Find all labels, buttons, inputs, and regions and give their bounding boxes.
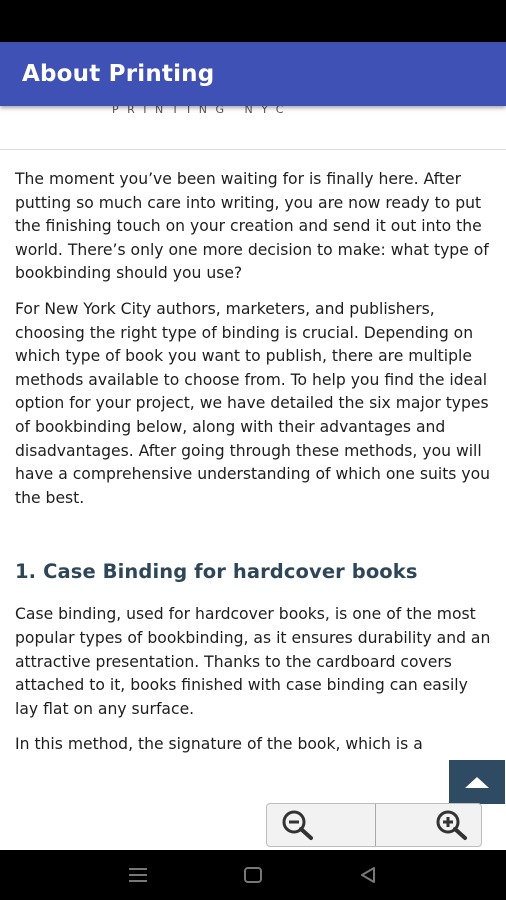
nav-home-button[interactable] bbox=[233, 855, 273, 895]
section-heading: 1. Case Binding for hardcover books bbox=[15, 560, 418, 584]
scroll-to-top-button[interactable] bbox=[449, 760, 505, 804]
nav-home-icon bbox=[243, 866, 263, 884]
brand-logo-text: PRINTING NYC bbox=[112, 106, 292, 116]
zoom-in-button[interactable] bbox=[376, 804, 482, 846]
article-paragraph: In this method, the signature of the book, which is a bbox=[15, 735, 423, 754]
nav-menu-button[interactable] bbox=[118, 855, 158, 895]
page-title: About Printing bbox=[22, 61, 215, 87]
status-bar bbox=[0, 0, 506, 42]
zoom-out-icon bbox=[279, 809, 317, 841]
zoom-out-button[interactable] bbox=[267, 804, 376, 846]
scroll-to-top-icon bbox=[465, 777, 489, 788]
article-paragraph: The moment you’ve been waiting for is finally here. After putting so much care into writing, you are now ready to put the finishing touch on your creation and send it out into the world. There’s only one more decision to make: what type of bookbinding should you use? bbox=[15, 170, 489, 283]
nav-back-icon bbox=[359, 866, 377, 884]
nav-back-button[interactable] bbox=[348, 855, 388, 895]
app-bar bbox=[0, 42, 506, 106]
zoom-in-icon bbox=[433, 809, 471, 841]
nav-menu-icon bbox=[128, 867, 148, 883]
brand-strip bbox=[0, 106, 506, 150]
system-nav-bar bbox=[0, 850, 506, 900]
zoom-controls bbox=[266, 803, 482, 847]
article-paragraph: Case binding, used for hardcover books, is one of the most popular types of bookbinding, as it ensures durability and an attractive presentation. Thanks to the cardboard covers attached to it, books finished with case binding can easily lay flat on any surface. bbox=[15, 605, 491, 718]
webview-content[interactable] bbox=[0, 106, 506, 850]
article-paragraph: For New York City authors, marketers, and publishers, choosing the right type of binding is crucial. Depending on which type of book you want to publish, there are multiple methods available to choose from. To help you find the ideal option for your project, we have detailed the six major types of bookbinding below, along with their advantages and disadvantages. After going through these methods, you will have a comprehensive understanding of which one suits you the best. bbox=[15, 299, 491, 507]
article bbox=[0, 150, 506, 757]
